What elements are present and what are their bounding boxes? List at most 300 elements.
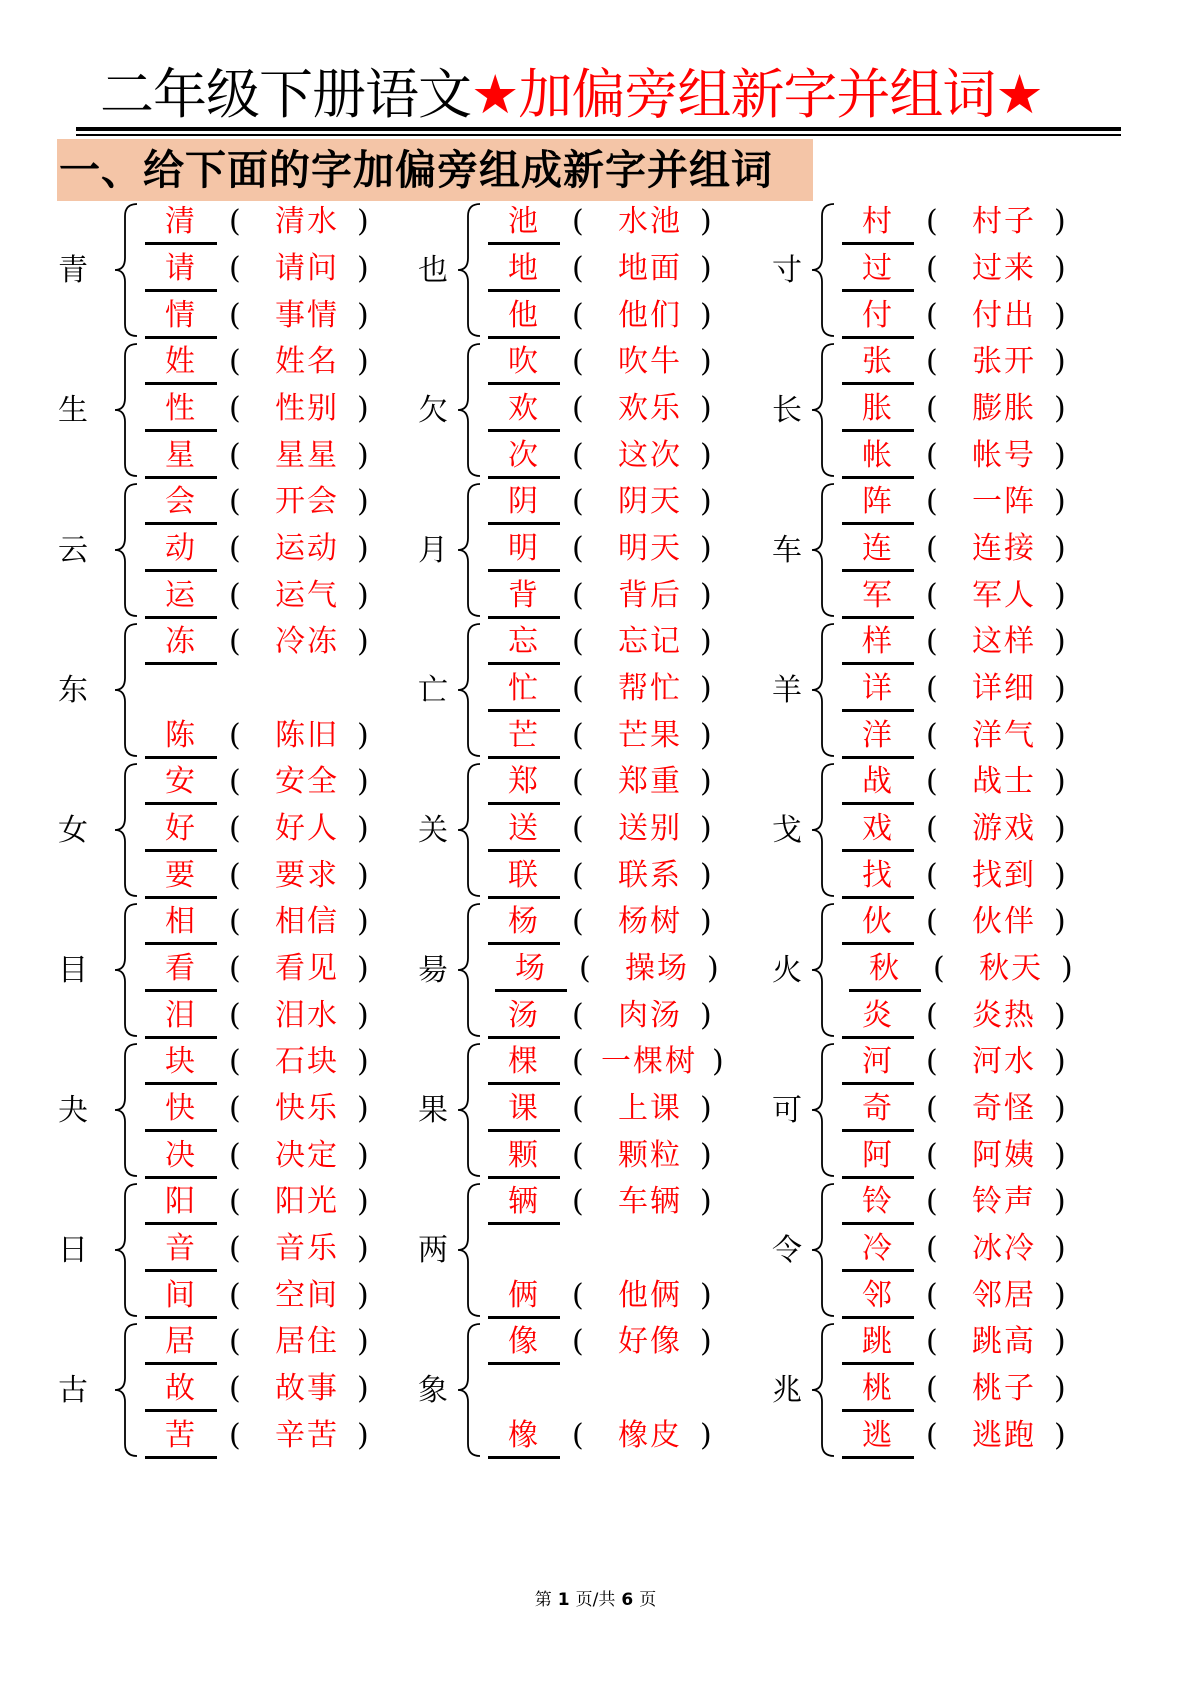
compound-word-answer: 他们 (618, 298, 682, 333)
right-parenthesis: ) (1054, 1324, 1066, 1359)
right-parenthesis: ) (700, 1184, 712, 1219)
curly-brace-icon (113, 900, 143, 1040)
base-character: 关 (418, 813, 448, 848)
radical-group (772, 758, 1132, 908)
answer-line (488, 665, 818, 715)
new-character-answer: 样 (862, 624, 892, 659)
right-parenthesis: ) (700, 531, 712, 566)
new-character-answer: 汤 (508, 998, 538, 1033)
base-character: 云 (58, 533, 88, 568)
left-parenthesis: ( (926, 671, 938, 706)
compound-word-answer: 事情 (275, 298, 339, 333)
right-parenthesis: ) (1054, 811, 1066, 846)
right-parenthesis: ) (357, 1138, 369, 1173)
new-character-answer: 情 (165, 298, 195, 333)
compound-word-answer: 这次 (618, 438, 682, 473)
new-character-answer: 决 (165, 1138, 195, 1173)
base-character: 也 (418, 253, 448, 288)
compound-word-answer: 郑重 (618, 764, 682, 799)
right-parenthesis: ) (1054, 718, 1066, 753)
left-parenthesis: ( (926, 1091, 938, 1126)
radical-group (418, 198, 778, 348)
radical-group (418, 478, 778, 628)
curly-brace-icon (456, 900, 486, 1040)
new-character-answer: 帐 (862, 438, 892, 473)
left-parenthesis: ( (572, 811, 584, 846)
right-parenthesis: ) (1061, 951, 1073, 986)
new-character-answer: 动 (165, 531, 195, 566)
left-parenthesis: ( (572, 718, 584, 753)
answer-line (842, 525, 1172, 575)
compound-word-answer: 居住 (275, 1324, 339, 1359)
compound-word-answer: 地面 (618, 251, 682, 286)
right-parenthesis: ) (700, 764, 712, 799)
curly-brace-icon (456, 620, 486, 760)
answer-line (488, 1178, 818, 1228)
right-parenthesis: ) (357, 1231, 369, 1266)
left-parenthesis: ( (572, 344, 584, 379)
base-character: 亡 (418, 673, 448, 708)
right-parenthesis: ) (357, 1278, 369, 1313)
radical-group (772, 338, 1132, 488)
fill-in-blank-underline (842, 1456, 914, 1459)
left-parenthesis: ( (926, 858, 938, 893)
base-character: 兆 (772, 1373, 802, 1408)
answer-line (488, 618, 818, 668)
left-parenthesis: ( (572, 391, 584, 426)
left-parenthesis: ( (229, 438, 241, 473)
new-character-answer: 看 (165, 951, 195, 986)
compound-word-answer: 冷冻 (275, 624, 339, 659)
answer-line (842, 1038, 1172, 1088)
right-parenthesis: ) (1054, 858, 1066, 893)
radical-group (772, 478, 1132, 628)
right-parenthesis: ) (357, 1418, 369, 1453)
curly-brace-icon (810, 760, 840, 900)
base-character: 可 (772, 1093, 802, 1128)
section-heading: 一、给下面的字加偏旁组成新字并组词 (59, 146, 773, 194)
new-character-answer: 铃 (862, 1184, 892, 1219)
compound-word-answer: 秋天 (979, 951, 1043, 986)
curly-brace-icon (810, 480, 840, 620)
radical-group (418, 898, 778, 1048)
left-parenthesis: ( (926, 344, 938, 379)
right-parenthesis: ) (1054, 391, 1066, 426)
right-parenthesis: ) (700, 1091, 712, 1126)
left-parenthesis: ( (229, 251, 241, 286)
right-parenthesis: ) (357, 1044, 369, 1079)
answer-line (488, 1038, 818, 1088)
base-character: 青 (58, 253, 88, 288)
section-header (57, 139, 813, 201)
radical-group (58, 618, 418, 768)
compound-word-answer: 一棵树 (601, 1044, 697, 1079)
right-parenthesis: ) (357, 578, 369, 613)
new-character-answer: 像 (508, 1324, 538, 1359)
new-character-answer: 辆 (508, 1184, 538, 1219)
answer-line (842, 1272, 1172, 1322)
new-character-answer: 阳 (165, 1184, 195, 1219)
right-parenthesis: ) (700, 671, 712, 706)
right-parenthesis: ) (357, 764, 369, 799)
answer-line (842, 432, 1172, 482)
compound-word-answer: 付出 (972, 298, 1036, 333)
right-parenthesis: ) (357, 1091, 369, 1126)
left-parenthesis: ( (229, 951, 241, 986)
new-character-answer: 陈 (165, 718, 195, 753)
new-character-answer: 忘 (508, 624, 538, 659)
left-parenthesis: ( (229, 858, 241, 893)
compound-word-answer: 炎热 (972, 998, 1036, 1033)
left-parenthesis: ( (229, 718, 241, 753)
compound-word-answer: 游戏 (972, 811, 1036, 846)
right-parenthesis: ) (700, 1278, 712, 1313)
right-parenthesis: ) (357, 718, 369, 753)
compound-word-answer: 欢乐 (618, 391, 682, 426)
right-parenthesis: ) (1054, 1138, 1066, 1173)
new-character-answer: 要 (165, 858, 195, 893)
answer-line (488, 432, 818, 482)
left-parenthesis: ( (926, 764, 938, 799)
right-parenthesis: ) (700, 1418, 712, 1453)
curly-brace-icon (810, 900, 840, 1040)
right-parenthesis: ) (1054, 578, 1066, 613)
answer-line (842, 1412, 1172, 1462)
new-character-answer: 冷 (862, 1231, 892, 1266)
new-character-answer: 间 (165, 1278, 195, 1313)
left-parenthesis: ( (572, 998, 584, 1033)
compound-word-answer: 姓名 (275, 344, 339, 379)
left-parenthesis: ( (229, 811, 241, 846)
right-parenthesis: ) (357, 391, 369, 426)
new-character-answer: 请 (165, 251, 195, 286)
left-parenthesis: ( (926, 998, 938, 1033)
compound-word-answer: 石块 (275, 1044, 339, 1079)
left-parenthesis: ( (572, 904, 584, 939)
compound-word-answer: 军人 (972, 578, 1036, 613)
compound-word-answer: 操场 (625, 951, 689, 986)
right-parenthesis: ) (357, 904, 369, 939)
answer-line (842, 1178, 1172, 1228)
left-parenthesis: ( (572, 1418, 584, 1453)
right-parenthesis: ) (1054, 1091, 1066, 1126)
base-character: 目 (58, 953, 88, 988)
compound-word-answer: 战士 (972, 764, 1036, 799)
left-parenthesis: ( (926, 391, 938, 426)
compound-word-answer: 好像 (618, 1324, 682, 1359)
answer-line (842, 478, 1172, 528)
curly-brace-icon (456, 760, 486, 900)
radical-group (418, 758, 778, 908)
answer-line (488, 1085, 818, 1135)
right-parenthesis: ) (707, 951, 719, 986)
left-parenthesis: ( (572, 1138, 584, 1173)
right-parenthesis: ) (357, 531, 369, 566)
radical-group (58, 1038, 418, 1188)
new-character-answer: 秋 (869, 951, 899, 986)
answer-line (842, 1132, 1172, 1182)
new-character-answer: 居 (165, 1324, 195, 1359)
compound-word-answer: 要求 (275, 858, 339, 893)
new-character-answer: 村 (862, 204, 892, 239)
page-title (100, 62, 1130, 128)
left-parenthesis: ( (229, 484, 241, 519)
curly-brace-icon (810, 1040, 840, 1180)
new-character-answer: 星 (165, 438, 195, 473)
new-character-answer: 炎 (862, 998, 892, 1033)
left-parenthesis: ( (926, 578, 938, 613)
left-parenthesis: ( (229, 531, 241, 566)
compound-word-answer: 运动 (275, 531, 339, 566)
new-character-answer: 相 (165, 904, 195, 939)
compound-word-answer: 明天 (618, 531, 682, 566)
curly-brace-icon (456, 1040, 486, 1180)
right-parenthesis: ) (1054, 1044, 1066, 1079)
curly-brace-icon (456, 200, 486, 340)
right-parenthesis: ) (1054, 671, 1066, 706)
new-character-answer: 详 (862, 671, 892, 706)
radical-group (418, 1038, 778, 1188)
compound-word-answer: 好人 (275, 811, 339, 846)
left-parenthesis: ( (926, 1044, 938, 1079)
curly-brace-icon (113, 760, 143, 900)
right-parenthesis: ) (1054, 344, 1066, 379)
curly-brace-icon (810, 340, 840, 480)
fill-in-blank-underline (488, 1222, 560, 1225)
new-character-answer: 俩 (508, 1278, 538, 1313)
radical-group (772, 898, 1132, 1048)
right-parenthesis: ) (1054, 998, 1066, 1033)
new-character-answer: 快 (165, 1091, 195, 1126)
compound-word-answer: 肉汤 (618, 998, 682, 1033)
right-parenthesis: ) (1054, 904, 1066, 939)
right-parenthesis: ) (1054, 204, 1066, 239)
new-character-answer: 戏 (862, 811, 892, 846)
new-character-answer: 军 (862, 578, 892, 613)
new-character-answer: 清 (165, 204, 195, 239)
compound-word-answer: 陈旧 (275, 718, 339, 753)
radical-group (418, 618, 778, 768)
compound-word-answer: 性别 (275, 391, 339, 426)
compound-word-answer: 背后 (618, 578, 682, 613)
answer-line (488, 338, 818, 388)
new-character-answer: 欢 (508, 391, 538, 426)
right-parenthesis: ) (1054, 298, 1066, 333)
right-parenthesis: ) (1054, 624, 1066, 659)
title-rule-thick (76, 127, 1121, 131)
answer-line (842, 292, 1172, 342)
compound-word-answer: 冰冷 (972, 1231, 1036, 1266)
new-character-answer: 苦 (165, 1418, 195, 1453)
answer-line (488, 292, 818, 342)
new-character-answer: 泪 (165, 998, 195, 1033)
curly-brace-icon (456, 1180, 486, 1320)
new-character-answer: 战 (862, 764, 892, 799)
compound-word-answer: 奇怪 (972, 1091, 1036, 1126)
left-parenthesis: ( (229, 764, 241, 799)
compound-word-answer: 洋气 (972, 718, 1036, 753)
answer-line (842, 665, 1172, 715)
left-parenthesis: ( (572, 1324, 584, 1359)
curly-brace-icon (113, 1320, 143, 1460)
compound-word-answer: 车辆 (618, 1184, 682, 1219)
answer-line (488, 1132, 818, 1182)
compound-word-answer: 上课 (618, 1091, 682, 1126)
compound-word-answer: 请问 (275, 251, 339, 286)
compound-word-answer: 逃跑 (972, 1418, 1036, 1453)
curly-brace-icon (456, 480, 486, 620)
new-character-answer: 河 (862, 1044, 892, 1079)
new-character-answer: 安 (165, 764, 195, 799)
compound-word-answer: 空间 (275, 1278, 339, 1313)
right-parenthesis: ) (1054, 438, 1066, 473)
left-parenthesis: ( (572, 671, 584, 706)
new-character-answer: 会 (165, 484, 195, 519)
right-parenthesis: ) (357, 298, 369, 333)
right-parenthesis: ) (357, 344, 369, 379)
compound-word-answer: 跳高 (972, 1324, 1036, 1359)
right-parenthesis: ) (357, 251, 369, 286)
answer-line (842, 618, 1172, 668)
left-parenthesis: ( (229, 1044, 241, 1079)
new-character-answer: 邻 (862, 1278, 892, 1313)
radical-group (772, 198, 1132, 348)
right-parenthesis: ) (700, 204, 712, 239)
answer-line (488, 898, 818, 948)
curly-brace-icon (113, 200, 143, 340)
new-character-answer: 背 (508, 578, 538, 613)
compound-word-answer: 相信 (275, 904, 339, 939)
new-character-answer: 找 (862, 858, 892, 893)
radical-group (58, 478, 418, 628)
compound-word-answer: 联系 (618, 858, 682, 893)
answer-line (488, 198, 818, 248)
left-parenthesis: ( (229, 624, 241, 659)
right-parenthesis: ) (700, 298, 712, 333)
left-parenthesis: ( (572, 1184, 584, 1219)
left-parenthesis: ( (229, 391, 241, 426)
compound-word-answer: 河水 (972, 1044, 1036, 1079)
curly-brace-icon (456, 340, 486, 480)
left-parenthesis: ( (926, 1184, 938, 1219)
new-character-answer: 性 (165, 391, 195, 426)
new-character-answer: 地 (508, 251, 538, 286)
answer-line (488, 478, 818, 528)
compound-word-answer: 铃声 (972, 1184, 1036, 1219)
compound-word-answer: 张开 (972, 344, 1036, 379)
left-parenthesis: ( (229, 998, 241, 1033)
new-character-answer: 颗 (508, 1138, 538, 1173)
curly-brace-icon (810, 620, 840, 760)
compound-word-answer: 决定 (275, 1138, 339, 1173)
page-footer (0, 1585, 1191, 1610)
new-character-answer: 吹 (508, 344, 538, 379)
new-character-answer: 联 (508, 858, 538, 893)
right-parenthesis: ) (357, 484, 369, 519)
left-parenthesis: ( (229, 904, 241, 939)
answer-line (842, 1318, 1172, 1368)
right-parenthesis: ) (1054, 251, 1066, 286)
compound-word-answer: 阿姨 (972, 1138, 1036, 1173)
left-parenthesis: ( (926, 298, 938, 333)
compound-word-answer: 邻居 (972, 1278, 1036, 1313)
curly-brace-icon (113, 1180, 143, 1320)
right-parenthesis: ) (700, 344, 712, 379)
new-character-answer: 桃 (862, 1371, 892, 1406)
compound-word-answer: 水池 (618, 204, 682, 239)
right-parenthesis: ) (700, 811, 712, 846)
right-parenthesis: ) (1054, 1231, 1066, 1266)
compound-word-answer: 杨树 (618, 904, 682, 939)
new-character-answer: 姓 (165, 344, 195, 379)
left-parenthesis: ( (572, 204, 584, 239)
left-parenthesis: ( (926, 1324, 938, 1359)
left-parenthesis: ( (572, 438, 584, 473)
compound-word-answer: 村子 (972, 204, 1036, 239)
answer-line (488, 572, 818, 622)
answer-line (842, 1085, 1172, 1135)
compound-word-answer: 膨胀 (972, 391, 1036, 426)
new-character-answer: 明 (508, 531, 538, 566)
base-character: 日 (58, 1233, 88, 1268)
compound-word-answer: 详细 (972, 671, 1036, 706)
left-parenthesis: ( (572, 764, 584, 799)
answer-line (849, 945, 1179, 995)
radical-group (772, 1178, 1132, 1328)
new-character-answer: 洋 (862, 718, 892, 753)
right-parenthesis: ) (700, 251, 712, 286)
radical-group (58, 898, 418, 1048)
right-parenthesis: ) (1054, 1418, 1066, 1453)
right-parenthesis: ) (700, 1138, 712, 1173)
left-parenthesis: ( (926, 624, 938, 659)
answer-line (842, 1365, 1172, 1415)
compound-word-answer: 送别 (618, 811, 682, 846)
left-parenthesis: ( (229, 1091, 241, 1126)
left-parenthesis: ( (572, 1278, 584, 1313)
right-parenthesis: ) (357, 1184, 369, 1219)
radical-group (58, 1318, 418, 1468)
left-parenthesis: ( (572, 1044, 584, 1079)
answer-line (488, 852, 818, 902)
compound-word-answer: 故事 (275, 1371, 339, 1406)
right-parenthesis: ) (700, 1324, 712, 1359)
base-character: 昜 (418, 953, 448, 988)
right-parenthesis: ) (357, 438, 369, 473)
right-parenthesis: ) (357, 1324, 369, 1359)
answer-line (488, 712, 818, 762)
right-parenthesis: ) (700, 858, 712, 893)
left-parenthesis: ( (926, 438, 938, 473)
compound-word-answer: 泪水 (275, 998, 339, 1033)
base-character: 古 (58, 1373, 88, 1408)
base-character: 东 (58, 673, 88, 708)
left-parenthesis: ( (229, 1418, 241, 1453)
left-parenthesis: ( (229, 1278, 241, 1313)
curly-brace-icon (810, 200, 840, 340)
new-character-answer: 次 (508, 438, 538, 473)
compound-word-answer: 帮忙 (618, 671, 682, 706)
answer-line (842, 852, 1172, 902)
star-icon: ★ (471, 63, 519, 126)
new-character-answer: 他 (508, 298, 538, 333)
title-grade-subject: 二年级下册语文 (100, 63, 471, 126)
new-character-answer: 跳 (862, 1324, 892, 1359)
star-icon: ★ (995, 63, 1043, 126)
radical-group (772, 1038, 1132, 1188)
compound-word-answer: 橡皮 (618, 1418, 682, 1453)
left-parenthesis: ( (572, 624, 584, 659)
